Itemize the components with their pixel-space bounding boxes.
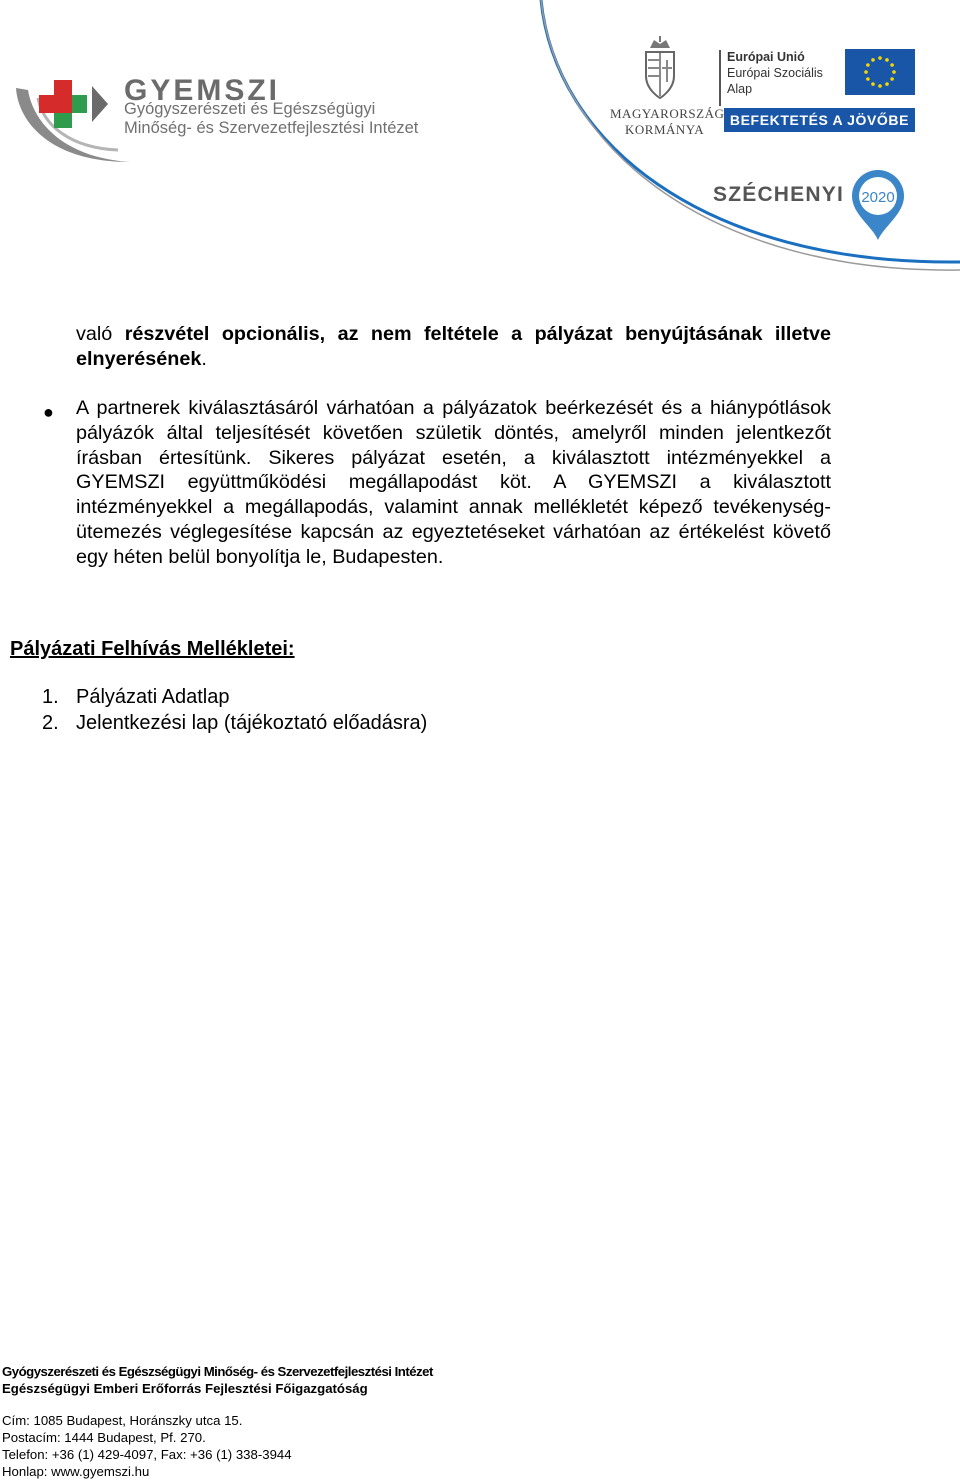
footer-address: Cím: 1085 Budapest, Horánszky utca 15. xyxy=(2,1413,243,1428)
eu-star xyxy=(871,58,875,62)
bullet-icon: ● xyxy=(43,402,54,422)
footer-website[interactable]: Honlap: www.gyemszi.hu xyxy=(2,1464,150,1479)
eu-star xyxy=(885,58,889,62)
svg-text:2020: 2020 xyxy=(861,189,895,206)
eu-star xyxy=(890,63,894,67)
eu-line3: Alap xyxy=(727,82,753,96)
eu-star xyxy=(878,84,882,88)
eu-star xyxy=(878,56,882,60)
eu-star xyxy=(866,63,870,67)
annex-item-1-number: 1. xyxy=(42,686,59,708)
eu-line1: Európai Unió xyxy=(727,50,805,64)
eu-banner: BEFEKTETÉS A JÖVŐBE xyxy=(724,108,915,132)
footer-phone: Telefon: +36 (1) 429-4097, Fax: +36 (1) 338-3944 xyxy=(2,1447,292,1462)
p1-bold: részvétel opcionális, az nem feltétele a pályázat benyújtásának illetve elnyerésének xyxy=(76,323,831,370)
eu-star xyxy=(885,82,889,86)
szechenyi-word: SZÉCHENYI xyxy=(713,183,844,206)
gyemszi-subtitle-line1: Gyógyszerészeti és Egészségügyi xyxy=(124,100,376,118)
eu-divider xyxy=(719,50,721,106)
eu-star xyxy=(864,70,868,74)
szechenyi-2020-pin-icon xyxy=(850,170,906,242)
hu-gov-line1: MAGYARORSZÁG xyxy=(610,106,725,121)
annex-item-1-text: Pályázati Adatlap xyxy=(76,686,230,708)
gyemszi-wordmark: GYEMSZI xyxy=(124,74,281,107)
eu-flag-icon xyxy=(845,49,915,95)
eu-star xyxy=(871,82,875,86)
paragraph-partner-selection: A partnerek kiválasztásáról várhatóan a pályázatok beérkezését és a hiánypótlások pályázók által teljesítését követően születik döntés, amelyről minden jelentkezőt írásban értesítünk. Sikeres pályázat esetén, a kiválasztott intézményekkel a GYEMSZI együttműködési megállapodást köt. A GYEMSZI a kiválasztott intézményekkel a megállapodás, valamint annak mellékletét képező tevékenység-ütemezés véglegesítése kapcsán az egyeztetéseket várhatóan az értékelést követő egy héten belül bonyolítja le, Budapesten. xyxy=(76,397,831,568)
footer-org-name: Gyógyszerészeti és Egészségügyi Minőség- és Szervezetfejlesztési Intézet xyxy=(2,1364,433,1379)
gyemszi-swoosh-icon xyxy=(8,70,133,170)
annex-item-2-text: Jelentkezési lap (tájékoztató előadásra) xyxy=(76,712,428,734)
footer-postal: Postacím: 1444 Budapest, Pf. 270. xyxy=(2,1430,206,1445)
footer-directorate: Egészségügyi Emberi Erőforrás Fejlesztési Főigazgatóság xyxy=(2,1381,368,1396)
annex-item-2-number: 2. xyxy=(42,712,59,734)
p1-prefix: való xyxy=(76,323,125,345)
eu-star xyxy=(892,70,896,74)
hu-gov-line2: KORMÁNYA xyxy=(625,122,705,137)
p1-suffix: . xyxy=(201,347,207,370)
hungarian-crest-icon xyxy=(640,36,680,106)
paragraph-continuation xyxy=(76,322,831,372)
eu-star xyxy=(890,77,894,81)
gyemszi-subtitle-line2: Minőség- és Szervezetfejlesztési Intézet xyxy=(124,119,419,137)
annex-heading: Pályázati Felhívás Mellékletei: xyxy=(10,638,295,660)
eu-star xyxy=(866,77,870,81)
eu-line2: Európai Szociális xyxy=(727,66,823,80)
gyemszi-logo xyxy=(0,60,470,180)
